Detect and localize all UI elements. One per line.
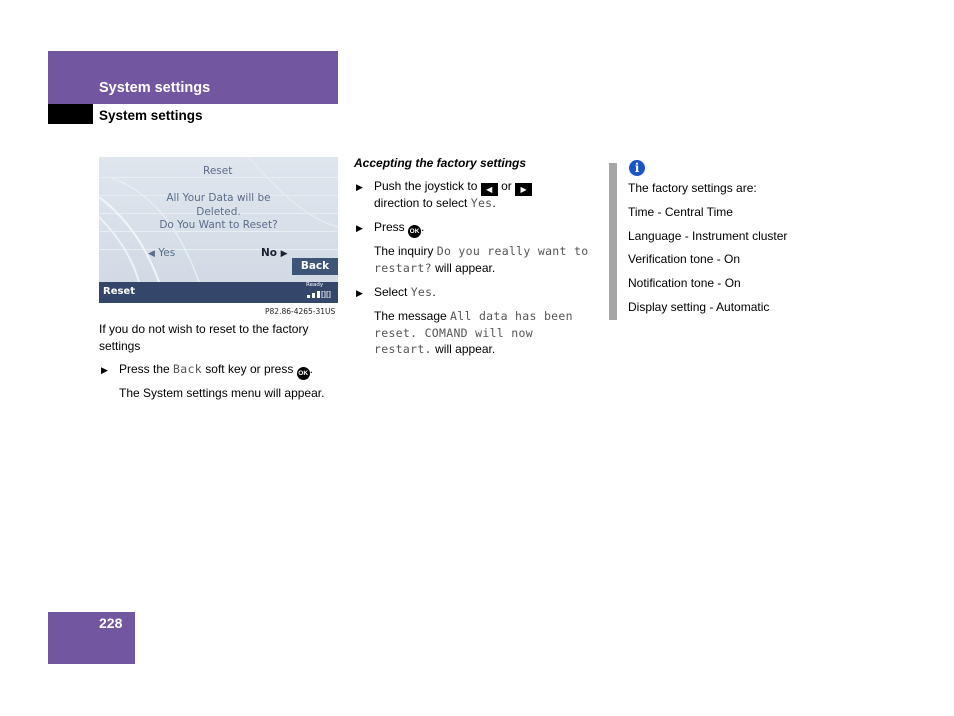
middle-result-2 xyxy=(374,243,588,260)
middle-result-3-cont xyxy=(374,325,533,342)
step-text: will appear. xyxy=(435,342,496,356)
screen-message-line: Do You Want to Reset? xyxy=(159,219,278,231)
message-code: All data has been xyxy=(450,309,573,323)
step-text: The inquiry xyxy=(374,244,434,258)
yes-code: Yes xyxy=(470,196,493,210)
signal-strength-icon xyxy=(307,291,331,298)
inquiry-code: restart? xyxy=(374,261,432,275)
info-line: Verification tone - On xyxy=(628,252,741,266)
ok-button-icon: OK xyxy=(408,225,421,238)
middle-step-2 xyxy=(374,219,424,238)
left-arrow-icon: ◀ xyxy=(148,249,155,259)
screen-status-bar xyxy=(99,282,338,303)
section-title: System settings xyxy=(99,108,203,123)
screen-no-label: No xyxy=(261,247,278,259)
message-code: reset. COMAND will now xyxy=(374,326,533,340)
display-screenshot xyxy=(99,157,338,303)
joystick-right-icon: ▶ xyxy=(515,183,532,196)
inquiry-code: Do you really want to xyxy=(436,244,589,258)
screen-message-line: Deleted. xyxy=(196,206,241,218)
info-line: Display setting - Automatic xyxy=(628,300,770,314)
bullet-icon: ▶ xyxy=(356,288,363,298)
page-number: 228 xyxy=(99,615,123,631)
step-text: will appear. xyxy=(435,261,496,275)
bullet-icon: ▶ xyxy=(356,182,363,192)
screen-title: Reset xyxy=(203,165,233,177)
joystick-left-icon: ◀ xyxy=(481,183,498,196)
step-text: or xyxy=(501,179,512,193)
screen-ready-label: Ready xyxy=(306,282,324,288)
step-text: Press the xyxy=(119,362,170,376)
ok-button-icon: OK xyxy=(297,367,310,380)
screen-no-option xyxy=(261,247,288,259)
middle-step-3 xyxy=(374,284,436,301)
middle-result-2-cont xyxy=(374,260,495,277)
left-intro: If you do not wish to reset to the factory settings xyxy=(99,322,309,353)
info-sidebar-bar xyxy=(609,163,617,320)
info-line: Time - Central Time xyxy=(628,205,733,219)
image-reference-code: P82.86-4265-31US xyxy=(265,307,336,316)
section-marker xyxy=(48,104,93,124)
bullet-icon: ▶ xyxy=(356,223,363,233)
middle-step-1-cont xyxy=(374,195,496,212)
info-line: Language - Instrument cluster xyxy=(628,229,788,243)
left-step-1-result: The System settings menu will appear. xyxy=(119,386,325,400)
step-text: . xyxy=(432,285,436,299)
screen-yes-label: Yes xyxy=(158,247,176,259)
step-text: The message xyxy=(374,309,447,323)
screen-yes-option xyxy=(148,247,175,259)
info-line: The factory settings are: xyxy=(628,181,757,195)
screen-status-label: Reset xyxy=(103,286,135,297)
middle-step-1 xyxy=(374,178,532,196)
chapter-header-band xyxy=(48,51,338,104)
step-text: . xyxy=(421,220,425,234)
info-line: Notification tone - On xyxy=(628,276,741,290)
step-text: Push the joystick to xyxy=(374,179,478,193)
bullet-icon: ▶ xyxy=(101,365,108,375)
step-text: soft key or press xyxy=(205,362,294,376)
step-text: . xyxy=(492,196,496,210)
step-text: . xyxy=(309,362,314,376)
chapter-title: System settings xyxy=(99,80,211,96)
message-code: restart. xyxy=(374,342,432,356)
middle-result-3 xyxy=(374,308,573,325)
step-text: Select xyxy=(374,285,408,299)
screen-back-softkey: Back xyxy=(292,258,338,275)
right-arrow-icon: ▶ xyxy=(280,249,288,259)
procedure-heading: Accepting the factory settings xyxy=(354,156,527,170)
screen-message-line: All Your Data will be xyxy=(166,192,271,204)
left-step-1 xyxy=(119,361,313,380)
step-text: Press xyxy=(374,220,405,234)
back-softkey-code: Back xyxy=(173,362,202,376)
yes-code: Yes xyxy=(410,285,433,299)
step-text: direction to select xyxy=(374,196,468,210)
middle-result-3-end xyxy=(374,341,495,358)
info-icon: i xyxy=(629,160,645,176)
